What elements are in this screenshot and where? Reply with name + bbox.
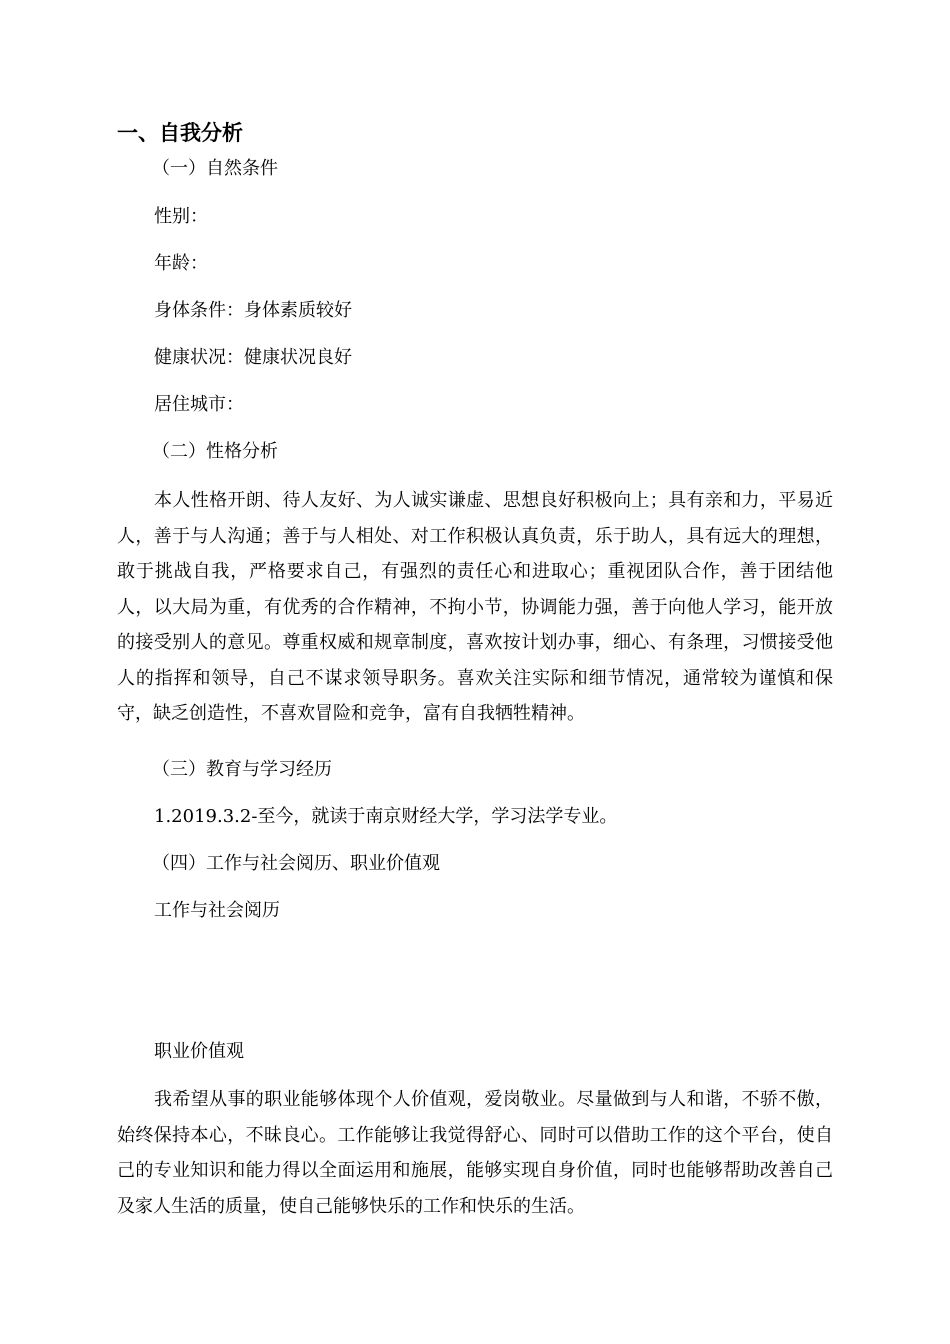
section-title: 一、自我分析 xyxy=(117,121,243,145)
natural-conditions-heading: （一）自然条件 xyxy=(152,158,278,179)
work-values-heading: （四）工作与社会阅历、职业价值观 xyxy=(152,853,440,874)
education-heading: （三）教育与学习经历 xyxy=(152,759,332,780)
education-item: 1.2019.3.2-至今，就读于南京财经大学，学习法学专业。 xyxy=(154,806,618,827)
health-status-field: 健康状况：健康状况良好 xyxy=(154,347,352,368)
city-field: 居住城市： xyxy=(154,394,244,415)
gender-field: 性别： xyxy=(154,206,208,227)
body-condition-field: 身体条件：身体素质较好 xyxy=(154,300,352,321)
age-field: 年龄： xyxy=(154,253,208,274)
career-values-paragraph: 我希望从事的职业能够体现个人价值观，爱岗敬业。尽量做到与人和谐，不骄不傲，始终保持本心，不昧良心。工作能够让我觉得舒心、同时可以借助工作的这个平台，使自己的专业知识和能力得以全面运用和施展，能够实现自身价值，同时也能够帮助改善自己及家人生活的质量，使自己能够快乐的工作和快乐的生活。 xyxy=(117,1089,833,1217)
career-values-label: 职业价值观 xyxy=(154,1041,244,1062)
personality-paragraph: 本人性格开朗、待人友好、为人诚实谦虚、思想良好积极向上；具有亲和力，平易近人，善于与人沟通；善于与人相处、对工作积极认真负责，乐于助人，具有远大的理想，敢于挑战自我，严格要求自己，有强烈的责任心和进取心；重视团队合作，善于团结他人，以大局为重，有优秀的合作精神，不拘小节，协调能力强，善于向他人学习，能开放的接受别人的意见。尊重权威和规章制度，喜欢按计划办事，细心、有条理，习惯接受他人的指挥和领导，自己不谋求领导职务。喜欢关注实际和细节情况，通常较为谨慎和保守，缺乏创造性，不喜欢冒险和竞争，富有自我牺牲精神。 xyxy=(117,490,833,724)
personality-heading: （二）性格分析 xyxy=(152,441,278,462)
work-experience-label: 工作与社会阅历 xyxy=(154,900,280,921)
